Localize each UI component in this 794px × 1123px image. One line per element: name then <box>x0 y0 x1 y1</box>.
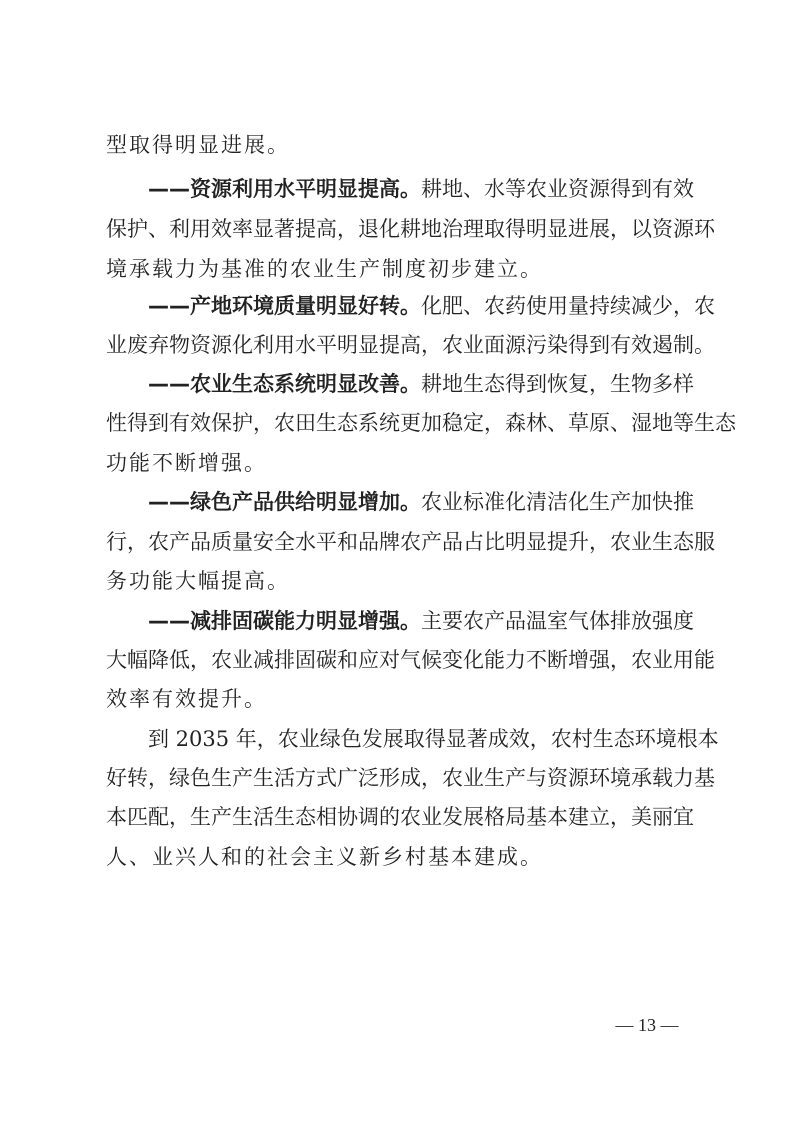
paragraph-first-line <box>148 172 694 206</box>
section-heading: ——农业生态系统明显改善。 <box>148 372 421 396</box>
paragraph-text: 化肥、农药使用量持续减少，农 <box>421 294 715 318</box>
paragraph-line: 务功能大幅提高。 <box>106 569 290 593</box>
section-heading: ——减排固碳能力明显增强。 <box>148 609 421 633</box>
paragraph-line: 境承载力为基准的农业生产制度初步建立。 <box>106 257 543 281</box>
paragraph-line: 好转，绿色生产生活方式广泛形成，农业生产与资源环境承载力基 <box>106 766 715 790</box>
paragraph-line: 效率有效提升。 <box>106 687 267 711</box>
paragraph-line: 大幅降低，农业减排固碳和应对气候变化能力不断增强，农业用能 <box>106 648 715 672</box>
paragraph-first-line <box>148 604 694 638</box>
paragraph-line: 保护、利用效率显著提高，退化耕地治理取得明显进展，以资源环 <box>106 217 715 241</box>
paragraph-line: 型取得明显进展。 <box>106 133 290 157</box>
page-number: — 13 — <box>615 1015 679 1035</box>
paragraph-line: 本匹配，生产生活生态相协调的农业发展格局基本建立，美丽宜 <box>106 805 694 829</box>
paragraph-line: 性得到有效保护，农田生态系统更加稳定，森林、草原、湿地等生态 <box>106 411 736 435</box>
paragraph-first-line <box>148 289 715 323</box>
section-heading: ——绿色产品供给明显增加。 <box>148 490 421 514</box>
paragraph-first-line <box>148 367 694 401</box>
section-heading: ——产地环境质量明显好转。 <box>148 294 421 318</box>
paragraph-text: 农业标准化清洁化生产加快推 <box>421 490 694 514</box>
paragraph-line: 人、业兴人和的社会主义新乡村基本建成。 <box>106 845 543 869</box>
paragraph-text: 主要农产品温室气体排放强度 <box>421 609 694 633</box>
paragraph-first-line <box>148 485 694 519</box>
paragraph-text: 耕地生态得到恢复，生物多样 <box>421 372 694 396</box>
paragraph-line: 行，农产品质量安全水平和品牌农产品占比明显提升，农业生态服 <box>106 530 715 554</box>
paragraph-line: 功能不断增强。 <box>106 451 267 475</box>
section-heading: ——资源利用水平明显提高。 <box>148 177 421 201</box>
paragraph-line: 业废弃物资源化利用水平明显提高，农业面源污染得到有效遏制。 <box>106 333 715 357</box>
paragraph-first-line: 到 2035 年，农业绿色发展取得显著成效，农村生态环境根本 <box>148 727 719 751</box>
paragraph-text: 耕地、水等农业资源得到有效 <box>421 177 694 201</box>
